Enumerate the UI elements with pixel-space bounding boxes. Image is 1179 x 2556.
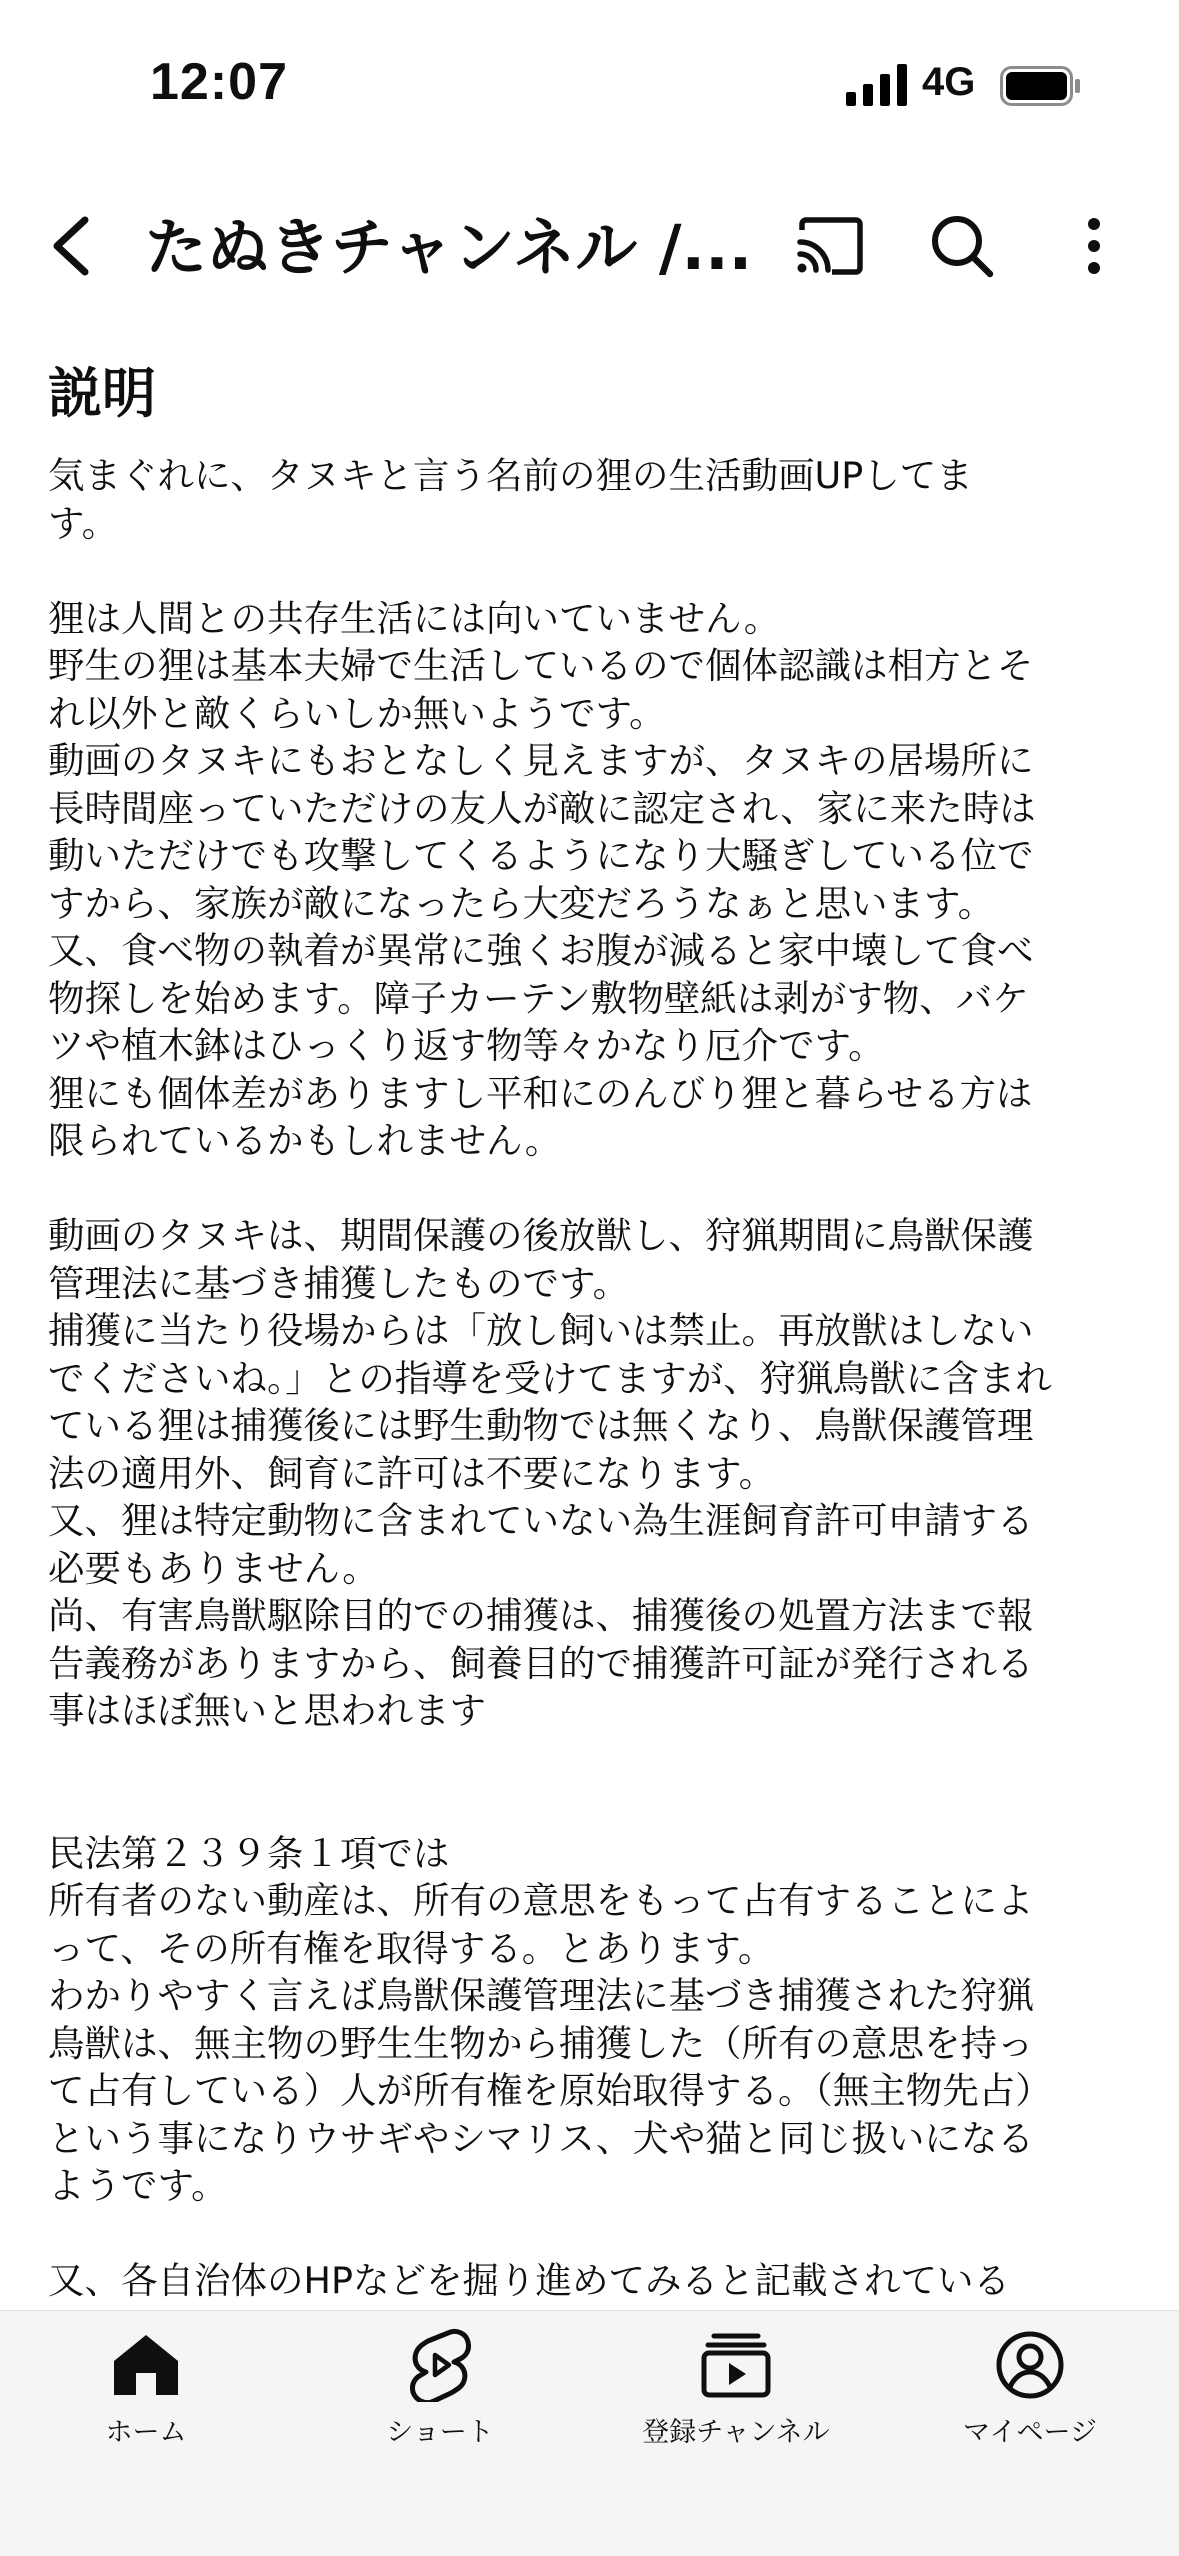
- account-icon: [990, 2325, 1070, 2405]
- status-bar: [0, 0, 1179, 170]
- battery-icon: [1000, 66, 1082, 106]
- nav-label-shorts: ショート: [386, 2417, 494, 2448]
- description-panel: [48, 356, 1148, 2306]
- back-arrow-icon: [47, 214, 93, 278]
- search-icon: [929, 213, 995, 279]
- shorts-icon: [400, 2325, 480, 2405]
- network-type: 4G: [922, 60, 976, 104]
- channel-title: たぬきチャンネル /...: [145, 211, 753, 284]
- nav-label-subscriptions: 登録チャンネル: [642, 2417, 830, 2448]
- nav-item-my-page[interactable]: [900, 2325, 1160, 2515]
- nav-label-home: ホーム: [105, 2417, 187, 2448]
- subscriptions-icon: [696, 2325, 776, 2405]
- home-indicator-area: [0, 2500, 1179, 2556]
- description-text: 気まぐれに、タヌキと言う名前の狸の生活動画UPしてま す。 狸は人間との共存生活には向いていません。 野生の狸は基本夫婦で生活しているので個体認識は相方とそ れ以外と敵くらいしか無いようです。 動画のタヌキにもおとなしく見えますが、タヌキの居場所に 長時間座っていただけの友人が敵に認定され、家に来た時は 動いただけでも攻撃してくるようになり大騒ぎしている位で すから、家族が敵になったら大変だろうなぁと思います。 又、食べ物の執着が異常に強くお腹が減ると家中壊して食べ 物探しを始めます。障子カーテン敷物壁紙は剥がす物、バケ ツや植木鉢はひっくり返す物等々かなり厄介です。 狸にも個体差がありますし平和にのんびり狸と暮らせる方は 限られているかもしれません。 動画のタヌキは、期間保護の後放獣し、狩猟期間に鳥獣保護 管理法に基づき捕獲したものです。 捕獲に当たり役場からは「放し飼いは禁止。再放獣はしない でくださいね。」との指導を受けてますが、狩猟鳥獣に含まれ ている狸は捕獲後には野生動物では無くなり、鳥獣保護管理 法の適用外、飼育に許可は不要になります。 又、狸は特定動物に含まれていない為生涯飼育許可申請する 必要もありません。 尚、有害鳥獣駆除目的での捕獲は、捕獲後の処置方法まで報 告義務がありますから、飼養目的で捕獲許可証が発行される 事はほぼ無いと思われます 民法第２３９条１項では 所有者のない動産は、所有の意思をもって占有することによ って、その所有権を取得する。とあります。 わかりやすく言えば鳥獣保護管理法に基づき捕獲された狩猟 鳥獣は、無主物の野生生物から捕獲した（所有の意思を持っ て占有している）人が所有権を原始取得する。（無主物先占） という事になりウサギやシマリス、犬や猫と同じ扱いになる ようです。 又、各自治体のHPなどを掘り進めてみると記載されている: [48, 454, 1052, 2302]
- cast-icon: [794, 214, 866, 278]
- back-button[interactable]: [30, 206, 110, 286]
- nav-item-subscriptions[interactable]: [606, 2325, 866, 2515]
- nav-label-my-page: マイページ: [963, 2417, 1097, 2448]
- nav-item-shorts[interactable]: [310, 2325, 570, 2515]
- search-button[interactable]: [914, 198, 1010, 294]
- more-options-button[interactable]: [1046, 198, 1142, 294]
- nav-item-home[interactable]: [16, 2325, 276, 2515]
- status-time: 12:07: [150, 53, 288, 111]
- cast-button[interactable]: [782, 198, 878, 294]
- top-app-bar: [0, 190, 1179, 300]
- section-heading: 説明: [48, 362, 156, 425]
- cellular-signal-icon: [846, 64, 908, 106]
- home-icon: [106, 2325, 186, 2405]
- more-vertical-icon: [1084, 216, 1104, 276]
